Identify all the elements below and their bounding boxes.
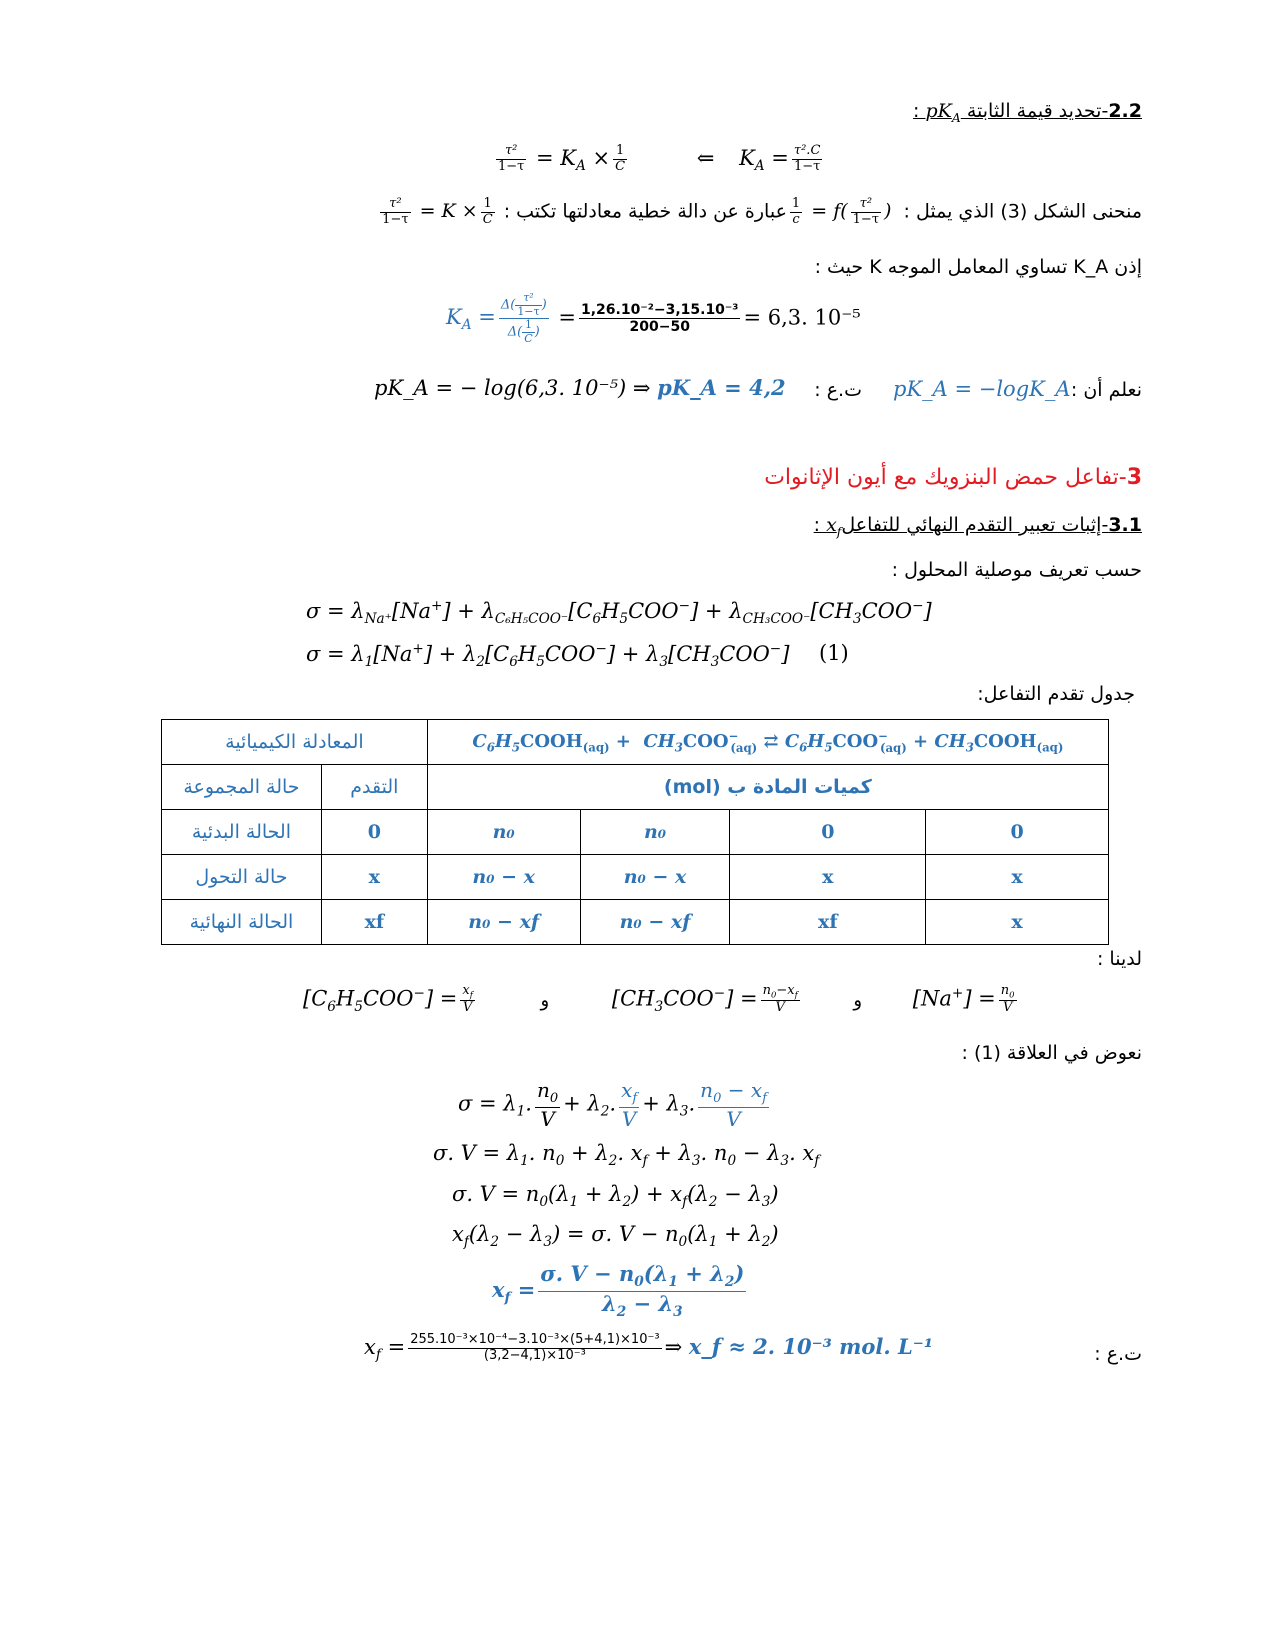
cell-b [580, 810, 730, 855]
cell-b-value: n₀ [643, 821, 667, 843]
we-have-label: لدينا : [1096, 948, 1142, 970]
xf-isolated: $x_f(\lambda_2 - \lambda_3) = \sigma$. $V - n_0(\lambda_1 + \lambda_2)$ [452, 1222, 779, 1251]
cell-a [427, 855, 580, 900]
cell-d: x [926, 900, 1109, 945]
table-row [162, 810, 1109, 855]
col-state-header: حالة المجموعة [162, 765, 322, 810]
sigma-substituted: $\sigma = \lambda_1$. $\frac{n_0}{V}$ + $\lambda_2$. $\frac{x_f}{V}$ + $\lambda_3$. $\frac{n_0 - x_f}{V}$ [458, 1078, 767, 1131]
cell-a-value: n₀ [492, 821, 515, 843]
final-numerator: 255.10⁻³×10⁻⁴−3.10⁻³×(5+4,1)×10⁻³ [410, 1332, 660, 1347]
col-quantities-header: كميات المادة ب (mol) [427, 765, 1108, 810]
table-row [162, 855, 1109, 900]
row-state: حالة التحول [162, 855, 322, 900]
row-advance: xf [321, 900, 427, 945]
equation-label-1: (1) [819, 641, 849, 665]
cell-b [580, 900, 730, 945]
section-3-heading [764, 465, 1142, 490]
curve-description-line: منحنى الشكل (3) الذي يمثل : $\frac{1}{c}$ = f( $\frac{\text{τ²}}{1-\tau}$ ) عبارة عن دالة خطية معادلتها تكتب : $\frac{\text{τ²}}{1-\tau}$ = K × $\frac{1}{C}$ [382, 196, 1142, 227]
table-row [162, 765, 1109, 810]
implication-arrow: ⇐ [696, 145, 715, 170]
sigma-v-expanded: σ. $V = \lambda_1$. $n_0 + \lambda_2$. $x_f + \lambda_3$. $n_0 - \lambda_3$. $x_f$ [433, 1141, 820, 1170]
sigma-equation-2: $\sigma = \lambda_1[Na^+] + \lambda_2[C_6H_5COO^-] + \lambda_3[CH_3COO^-]$ [306, 641, 790, 671]
cell-c: xf [730, 900, 926, 945]
sigma-v-factored: σ. $V = n_0(\lambda_1 + \lambda_2) + x_f(\lambda_2 - \lambda_3)$ [452, 1182, 779, 1211]
xf-symbol: x [826, 514, 837, 536]
pka-definition: pK_A = −logK_A [893, 377, 1071, 401]
ka-calculation: $K_A$ = Δ( $\frac{\text{τ²}}{1-\tau}$ ) Δ( $\frac{1}{C}$ ) = $\frac{\text{1,26.10⁻²−3,15.10⁻³}}{200-50}$ = 6,3. 10⁻⁵ [446, 291, 861, 345]
calc-result: = 6,3. 10⁻⁵ [743, 305, 861, 330]
section-3-1-title: -إثبات تعبير التقدم النهائي للتفاعل [841, 514, 1109, 536]
cell-c: x [730, 855, 926, 900]
pka-subscript: A [951, 110, 961, 125]
cell-a-value: n₀ − x [472, 866, 535, 888]
and-word-2: و [853, 989, 863, 1011]
cell-b [580, 855, 730, 900]
xf-formula: $x_f$ = $\frac{\sigma. V - n_0(\lambda_1 + \lambda_2)}{\lambda_2 - \lambda_3}$ [492, 1261, 745, 1321]
curve-text-prefix: منحنى الشكل (3) الذي يمثل : [903, 200, 1142, 223]
and-word-1: و [540, 989, 550, 1011]
cell-a [427, 810, 580, 855]
table-title: جدول تقدم التفاعل: [977, 683, 1135, 705]
reaction-equation: $C_6H_5COOH_{(aq)} + CH_3COO^-_{(aq)}$ ⇄ $C_6H_5COO^-_{(aq)}$ + $CH_3COOH_{(aq)}$ [427, 720, 1108, 765]
cell-d: x [926, 855, 1109, 900]
final-result: x_f ≈ 2. 10⁻³ mol. L⁻¹ [688, 1333, 934, 1359]
advancement-table [161, 719, 1109, 945]
table-row [162, 720, 1109, 765]
section-3-title: -تفاعل حمض البنزويك مع أيون الإثانوات [764, 465, 1127, 490]
heading-colon: : [913, 100, 926, 122]
section-3-1-heading [814, 514, 1142, 539]
section-2-2-number: 2.2 [1108, 100, 1142, 122]
conductivity-text: حسب تعريف موصلية المحلول : [891, 559, 1142, 581]
xf-subscript: f [836, 524, 842, 539]
heading-3-1-colon: : [813, 514, 827, 536]
curve-text-mid: عبارة عن دالة خطية معادلتها تكتب : [503, 200, 787, 223]
calc-denominator: 200−50 [629, 319, 690, 336]
final-denominator: (3,2−4,1)×10⁻³ [483, 1347, 586, 1363]
cell-a [427, 900, 580, 945]
row-advance: x [321, 855, 427, 900]
section-3-1-number: 3.1 [1108, 514, 1142, 536]
section-2-2-heading [913, 100, 1142, 125]
row-state: الحالة البدئية [162, 810, 322, 855]
substitute-text: نعوض في العلاقة (1) : [961, 1042, 1142, 1064]
col-advance-header: التقدم [321, 765, 427, 810]
calc-numerator: 1,26.10⁻²−3,15.10⁻³ [580, 302, 739, 319]
row-state: الحالة النهائية [162, 900, 322, 945]
ka-derivation-equation: $\frac{\text{τ²}}{1-\tau}$ = $K_A$ × $\frac{1}{C}$ ⇐ $K_A$ = $\frac{\text{τ².C}}{1-\tau}$ [498, 143, 821, 175]
cell-b-value: n₀ − x [623, 866, 687, 888]
sigma-equation-1: $\sigma = \lambda_{Na^+}[Na^+] + \lambda_{C_6H_5COO^-}[C_6H_5COO^-] + \lambda_{CH_3COO^-}[CH_3COO^-]$ [306, 598, 932, 628]
col-equation-header: المعادلة الكيميائية [162, 720, 428, 765]
know-label: نعلم أن : [1070, 379, 1142, 401]
final-calculation: $x_f$ = $\frac{\text{255.10⁻³×10⁻⁴−3.10⁻³×(5+4,1)×10⁻³}}{\text{(3,2−4,1)×10⁻³}}$ ⇒ x_f ≈ 2. 10⁻³ mol. L⁻¹ [364, 1332, 934, 1364]
pka-result: pK_A = 4,2 [657, 375, 786, 400]
cell-a-value: n₀ − xf [468, 911, 540, 933]
te-label-1: ت.ع : [814, 379, 862, 401]
cell-c: 0 [730, 810, 926, 855]
te-label-2: ت.ع : [1094, 1343, 1142, 1365]
pka-symbol: pK [925, 100, 952, 122]
ka-slope-text: إذن K_A تساوي المعامل الموجه K حيث : [814, 256, 1142, 278]
cell-d: 0 [926, 810, 1109, 855]
pka-calc [374, 375, 786, 400]
concentrations-line: $[C_6H_5COO^-]$ = $\frac{x_f}{V}$ و $[CH_3COO^-]$ = $\frac{n_0-x_f}{V}$ و [Na+] = $\frac{n_0}{V}$ [303, 983, 1015, 1016]
table-row [162, 900, 1109, 945]
cell-b-value: n₀ − xf [619, 911, 691, 933]
section-2-2-title: -تحديد قيمة الثابتة [960, 100, 1109, 122]
pka-calc-expression: pK_A = − log(6,3. 10⁻⁵) ⇒ [374, 376, 651, 400]
section-3-number: 3 [1126, 465, 1142, 490]
row-advance: 0 [321, 810, 427, 855]
